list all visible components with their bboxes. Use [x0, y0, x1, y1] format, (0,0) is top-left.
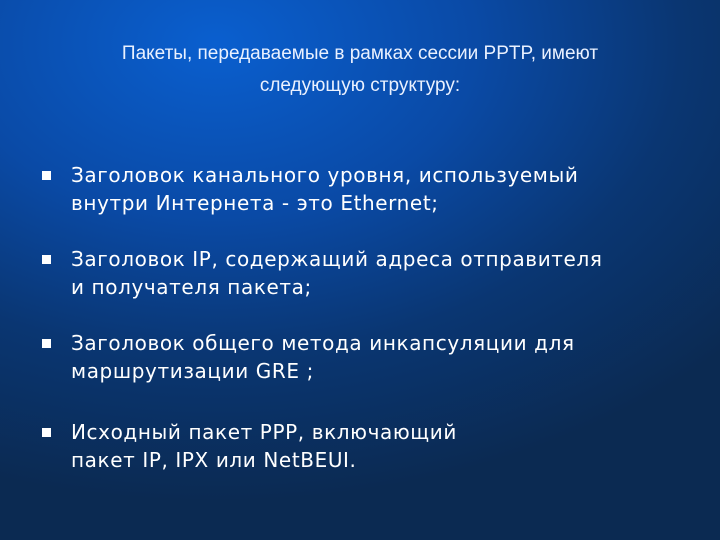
- square-bullet-icon: [42, 339, 51, 348]
- list-item-text: Заголовок IP, содержащий адреса отправителя и получателя пакета;: [71, 247, 603, 299]
- square-bullet-icon: [42, 171, 51, 180]
- list-item-text: Заголовок канального уровня, используемый внутри Интернета - это Ethernet;: [71, 163, 579, 215]
- square-bullet-icon: [42, 428, 51, 437]
- slide-title: Пакеты, передаваемые в рамках сессии PPTP, имеют следующую структуру:: [121, 43, 599, 96]
- square-bullet-icon: [42, 255, 51, 264]
- list-item-text: Исходный пакет PPP, включающий пакет IP, IPX или NetBEUI.: [71, 420, 457, 472]
- list-item-text: Заголовок общего метода инкапсуляции для маршрутизации GRE ;: [71, 331, 575, 383]
